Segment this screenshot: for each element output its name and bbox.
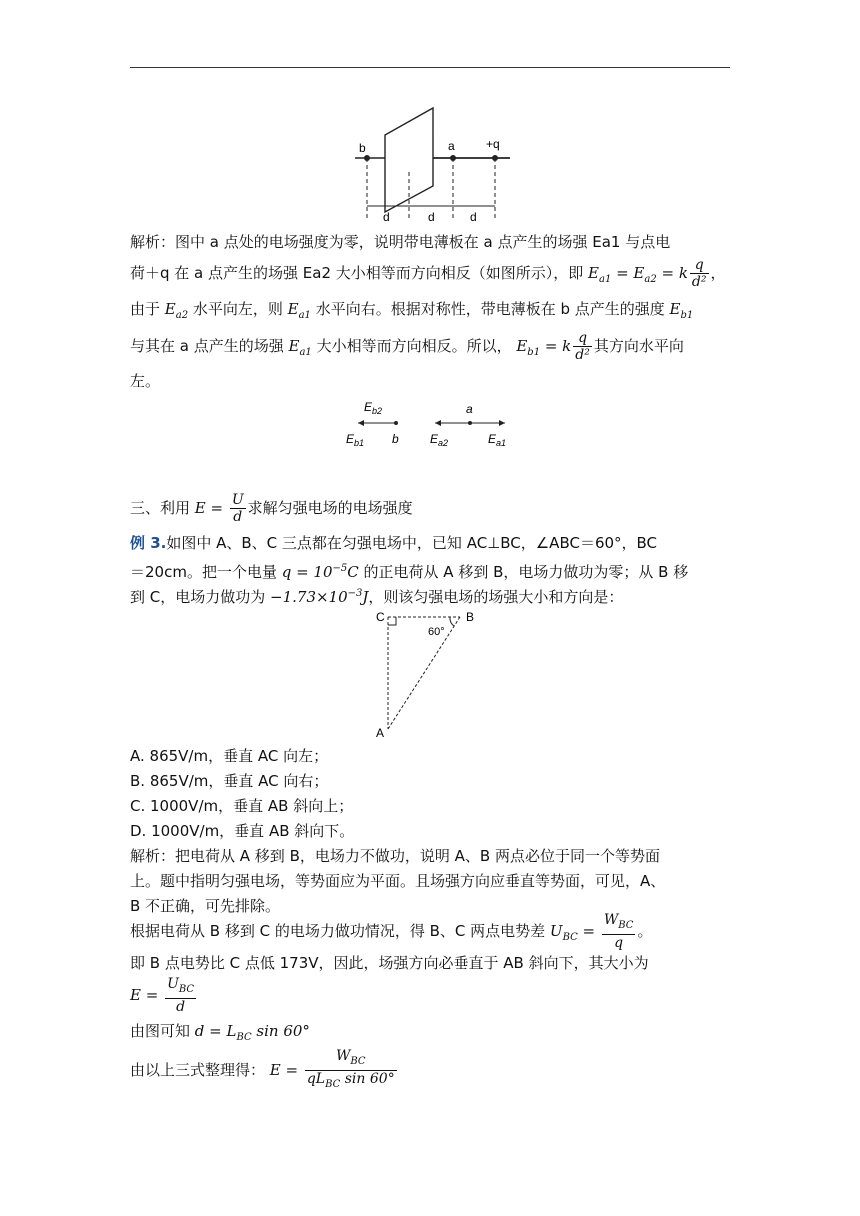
analysis1-line1: 解析：图中 a 点处的电场强度为零，说明带电薄板在 a 点产生的场强 Ea1 与点电 (130, 233, 671, 251)
field-vector-figure (340, 395, 520, 450)
svg-text:a: a (466, 402, 473, 416)
analysis1-line4: 与其在 a 点产生的场强 $E_{a1}$ 大小相等而方向相反。所以， $E_{b1} = k$ $\frac{q}{\text{d²}}$ 其方向水平向 (130, 330, 684, 363)
svg-text:b: b (392, 432, 399, 446)
svg-text:Ea2: $E_{a2}$ (430, 432, 449, 448)
section3-heading: 三、利用 E = $\frac{U}{d}$ 求解匀强电场的电场强度 (130, 492, 413, 525)
distance-label-2: d (428, 210, 435, 224)
analysis2-line2: 上。题中指明匀强电场，等势面应为平面。且场强方向应垂直等势面，可见，A、 (130, 872, 666, 890)
analysis1-line2: 荷＋q 在 a 点产生的场强 Ea2 大小相等而方向相反（如图所示），即 $E_{a1} = E_{a2} = k$ $\frac{q}{\text{d²}}$ ， (130, 257, 726, 290)
analysis1-line5: 左。 (130, 372, 161, 390)
option-b: B. 865V/m，垂直 AC 向右； (130, 772, 329, 790)
header-rule (130, 67, 730, 68)
vertex-c-label: C (376, 610, 385, 624)
analysis1-line3: 由于 $E_{a2}$ 水平向左，则 $E_{a1}$ 水平向右。根据对称性，带电薄板在 b 点产生的强度 $E_{b1}$ (130, 300, 694, 321)
svg-text:Eb2: $E_{b2}$ (364, 400, 383, 416)
charge-label: +q (486, 137, 500, 151)
svg-text:Ea1: $E_{a1}$ (488, 432, 507, 448)
analysis2-line1: 解析：把电荷从 A 移到 B，电场力不做功，说明 A、B 两点必位于同一个等势面 (130, 847, 660, 865)
analysis2-line4: 根据电荷从 B 移到 C 的电场力做功情况，得 B、C 两点电势差 $U_{BC}$ = $\frac{W_{BC}}{q}$ 。 (130, 912, 653, 951)
triangle-figure (370, 605, 490, 740)
charged-plate-figure (345, 100, 515, 225)
analysis2-line8: 由以上三式整理得： E = $\frac{W_{BC}}{qL_{BC} \sin 60^\circ}$ (130, 1048, 395, 1090)
option-a: A. 865V/m，垂直 AC 向左； (130, 747, 329, 765)
point-a-label: a (448, 139, 455, 153)
example3-line2: ＝20cm。把一个电量 $q = 10^{-5}C$ 的正电荷从 A 移到 B，电场力做功为零；从 B 移 (130, 563, 689, 581)
option-c: C. 1000V/m，垂直 AB 斜向上； (130, 797, 354, 815)
analysis2-line5: 即 B 点电势比 C 点低 173V，因此，场强方向必垂直于 AB 斜向下，其大小为 (130, 954, 649, 972)
distance-label-1: d (383, 210, 390, 224)
example3-line1: 例 3.如图中 A、B、C 三点都在匀强电场中，已知 AC⊥BC，∠ABC＝60°，BC (130, 534, 658, 552)
option-d: D. 1000V/m，垂直 AB 斜向下。 (130, 822, 355, 840)
point-b-label: b (359, 141, 366, 155)
svg-text:Eb1: $E_{b1}$ (346, 432, 365, 448)
analysis2-line3: B 不正确，可先排除。 (130, 897, 281, 915)
angle-label: 60° (428, 626, 445, 638)
vertex-b-label: B (466, 610, 475, 624)
formula-e-ubc-d: E = $\frac{U_{BC}}{d}$ (130, 976, 195, 1015)
vertex-a-label: A (376, 726, 385, 740)
distance-label-3: d (470, 210, 477, 224)
analysis2-line7: 由图可知 $d = L_{BC}$ sin 60° (130, 1022, 310, 1043)
example3-line3: 到 C，电场力做功为 $-1.73\times 10^{-3}J$，则该匀强电场的场强大小和方向是： (130, 588, 624, 606)
